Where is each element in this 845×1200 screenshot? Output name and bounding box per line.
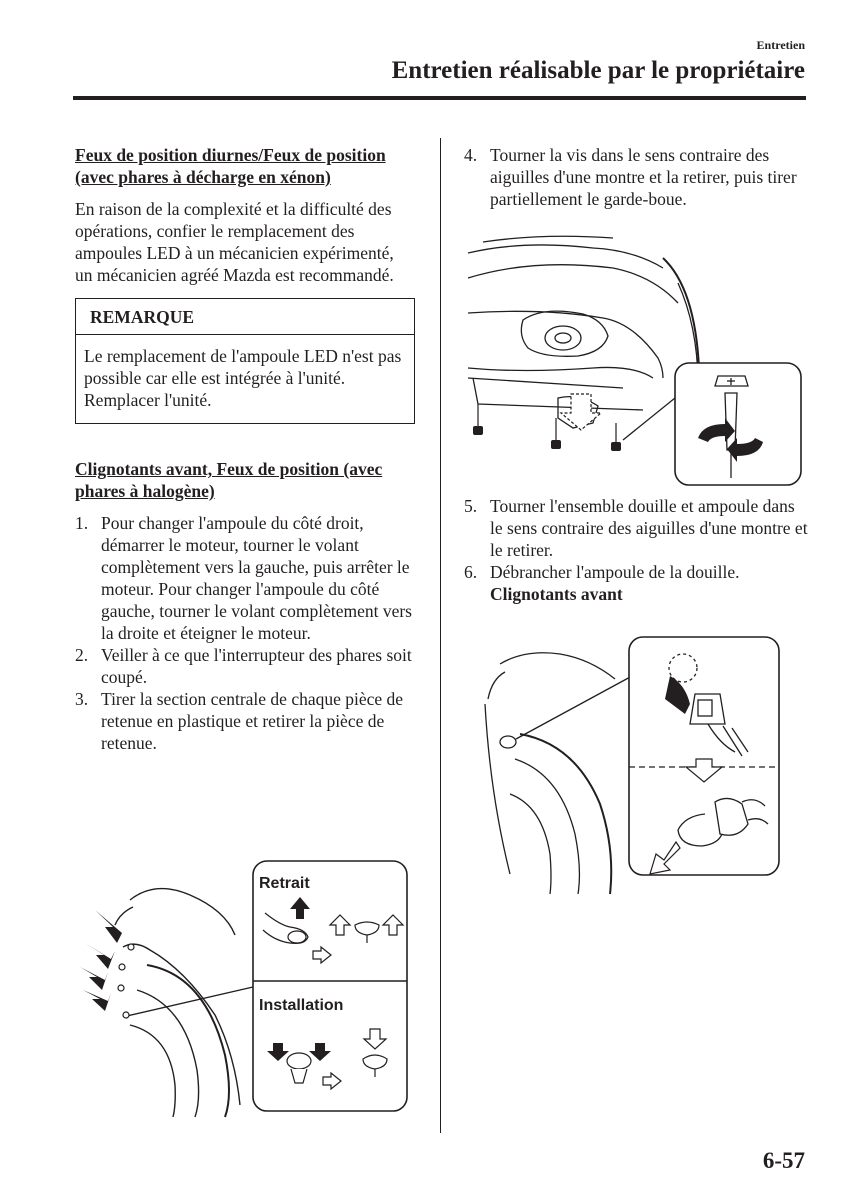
running-section-label: Entretien: [756, 38, 805, 52]
step-item: [464, 495, 809, 561]
retainer-clip-illustration: [75, 855, 415, 1120]
step-text: Tourner l'ensemble douille et ampoule dans le sens contraire des aiguilles d'une montre et le retirer.: [490, 496, 808, 560]
turn-signal-section-heading: Clignotants avant, Feux de position (avec phares à halogène): [75, 459, 383, 501]
right-column-top: [464, 144, 809, 210]
step-item: [75, 688, 415, 754]
installation-label: Installation: [259, 997, 344, 1014]
step-number: 5.: [464, 496, 478, 516]
step-number: 1.: [75, 513, 89, 533]
left-column: [75, 144, 415, 754]
step-text: Débrancher l'ampoule de la douille.: [490, 562, 740, 582]
step-text: Pour changer l'ampoule du côté droit, démarrer le moteur, tourner le volant complètement vers la gauche, puis arrêter le moteur. Pour changer l'ampoule du côté gauche, tourner le volant complètement vers la droite et éteigner le moteur.: [101, 513, 412, 643]
step-text: Tirer la section centrale de chaque pièce de retenue en plastique et retirer la pièce de retenue.: [101, 689, 404, 753]
inset-panel: [629, 637, 779, 875]
drl-section-heading: Feux de position diurnes/Feux de position (avec phares à décharge en xénon): [75, 145, 386, 187]
step-number: 6.: [464, 562, 478, 582]
step-item: [75, 512, 415, 644]
step-number: 3.: [75, 689, 89, 709]
left-steps-list: [75, 512, 415, 754]
column-divider: [440, 138, 441, 1133]
turn-signal-bulb-illustration: [480, 634, 785, 896]
page-number: 6-57: [762, 1148, 805, 1173]
splash-shield-screw-illustration: [463, 228, 808, 490]
page-title: Entretien réalisable par le propriétaire: [391, 57, 805, 84]
step-text: Tourner la vis dans le sens contraire des aiguilles d'une montre et la retirer, puis tirer partiellement le garde-boue.: [490, 145, 797, 209]
pointer-arrow-icon: [80, 910, 126, 1011]
remarque-title: REMARQUE: [76, 299, 414, 335]
turn-signal-sublabel: Clignotants avant: [490, 584, 623, 604]
remarque-text: Le remplacement de l'ampoule LED n'est pas possible car elle est intégrée à l'unité. Remplacer l'unité.: [84, 346, 402, 410]
step-number: 2.: [75, 645, 89, 665]
header-rule: [73, 96, 806, 100]
screw-icon: [473, 426, 621, 451]
step-item: [464, 144, 809, 210]
retrait-label: Retrait: [259, 875, 310, 892]
step-text: Veiller à ce que l'interrupteur des phares soit coupé.: [101, 645, 412, 687]
drl-paragraph: En raison de la complexité et la difficulté des opérations, confier le remplacement des ampoules LED à un mécanicien expérimenté, un mécanicien agréé Mazda est recommandé.: [75, 199, 394, 285]
step-item: [75, 644, 415, 688]
fender-outline-icon: [130, 889, 235, 935]
inset-panel: [675, 363, 801, 485]
right-column-middle: [464, 495, 809, 605]
step-item: [464, 561, 809, 583]
remarque-box: [75, 298, 415, 424]
step-number: 4.: [464, 145, 478, 165]
inset-panel: [253, 861, 407, 1111]
